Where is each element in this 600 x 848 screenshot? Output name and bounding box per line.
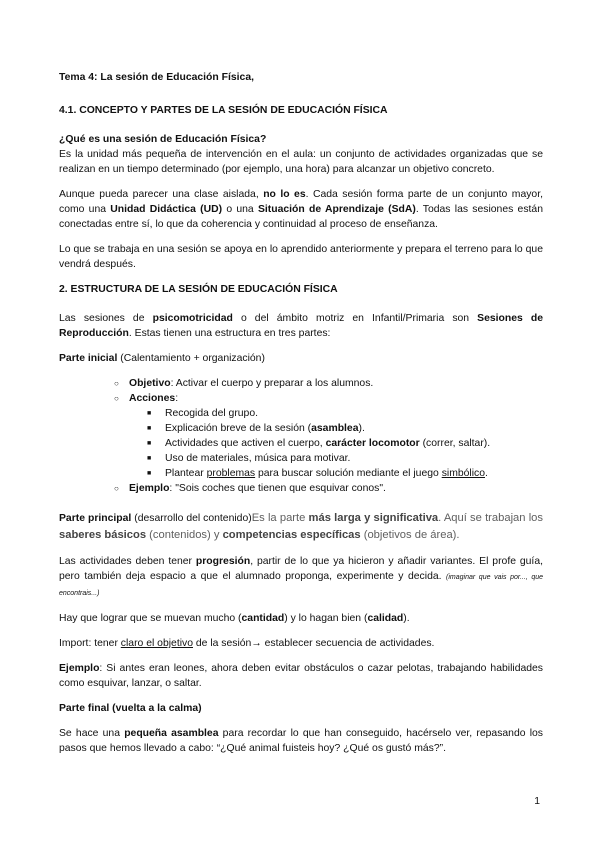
- list-item: ○ Objetivo: Activar el cuerpo y preparar a los alumnos.: [129, 376, 543, 391]
- list-item: ■ Uso de materiales, música para motivar.: [165, 451, 543, 466]
- list-item: ■ Plantear problemas para buscar solución mediante el juego simbólico.: [165, 466, 543, 481]
- parte-final-paragraph: Se hace una pequeña asamblea para recordar lo que han conseguido, hacérselo ver, repasando los pasos que hemos llevado a cabo: “¿Qué animal fuisteis hoy? ¿Qué os gustó más?”.: [59, 728, 543, 754]
- list-item: ■ Explicación breve de la sesión (asamblea).: [165, 421, 543, 436]
- parte-inicial-heading: Parte inicial (Calentamiento + organización): [59, 353, 265, 364]
- parte-final-heading: Parte final (vuelta a la calma): [59, 703, 202, 714]
- page-number: 1: [534, 796, 540, 807]
- question-heading: ¿Qué es una sesión de Educación Física?: [59, 134, 267, 145]
- list-item: ○ Acciones: ■ Recogida del grupo. ■ Explicación breve de la sesión (asamblea). ■ Actividades que activen el cuerpo, carácter locomotor (correr, saltar). ■ Uso de materiales, música para motivar. ■ Plantear problemas para buscar solución mediante el juego simbólico.: [129, 391, 543, 481]
- continuity-paragraph: Lo que se trabaja en una sesión se apoya en lo aprendido anteriormente y prepara el terreno para lo que vendrá después.: [59, 244, 543, 270]
- section-heading-4-1: 4.1. CONCEPTO Y PARTES DE LA SESIÓN DE EDUCACIÓN FÍSICA: [59, 105, 388, 116]
- parte-inicial-list: [59, 376, 543, 496]
- list-item: ○ Ejemplo: "Sois coches que tienen que esquivar conos".: [129, 481, 543, 496]
- parte-principal-paragraph: Parte principal (desarrollo del contenido)Es la parte más larga y significativa. Aquí se trabajan los saberes básicos (contenidos) y competencias específicas (objetivos de área).: [59, 512, 543, 541]
- cantidad-calidad-paragraph: Hay que lograr que se muevan mucho (cantidad) y lo hagan bien (calidad).: [59, 613, 410, 624]
- ejemplo-paragraph: Ejemplo: Si antes eran leones, ahora deben evitar obstáculos o cazar pelotas, trabajando habilidades como esquivar, lanzar, o saltar.: [59, 663, 543, 689]
- document-body: [59, 70, 543, 756]
- import-paragraph: Import: tener claro el objetivo de la sesión→ establecer secuencia de actividades.: [59, 638, 435, 649]
- progresion-paragraph: Las actividades deben tener progresión, partir de lo que ya hicieron y añadir variantes. El profe guía, pero también deja espacio a que el alumnado proponga, experimente y decida. (imaginar que vais por..., que encontrais...): [59, 556, 543, 597]
- definition-paragraph: Es la unidad más pequeña de intervención en el aula: un conjunto de actividades organizadas que se realizan en un tiempo determinado (por ejemplo, una hora) para alcanzar un objetivo concreto.: [59, 149, 543, 175]
- structure-intro-paragraph: Las sesiones de psicomotricidad o del ámbito motriz en Infantil/Primaria son Sesiones de Reproducción. Estas tienen una estructura en tres partes:: [59, 313, 544, 339]
- acciones-sublist: [129, 406, 543, 481]
- section-heading-2: 2. ESTRUCTURA DE LA SESIÓN DE EDUCACIÓN FÍSICA: [59, 284, 338, 295]
- list-item: ■ Actividades que activen el cuerpo, carácter locomotor (correr, saltar).: [165, 436, 543, 451]
- document-title: Tema 4: La sesión de Educación Física,: [59, 72, 254, 83]
- list-item: ■ Recogida del grupo.: [165, 406, 543, 421]
- context-paragraph: Aunque pueda parecer una clase aislada, no lo es. Cada sesión forma parte de un conjunto mayor, como una Unidad Didáctica (UD) o una Situación de Aprendizaje (SdA). Todas las sesiones están conectadas entre sí, lo que da coherencia y continuidad al proceso de enseñanza.: [59, 189, 543, 230]
